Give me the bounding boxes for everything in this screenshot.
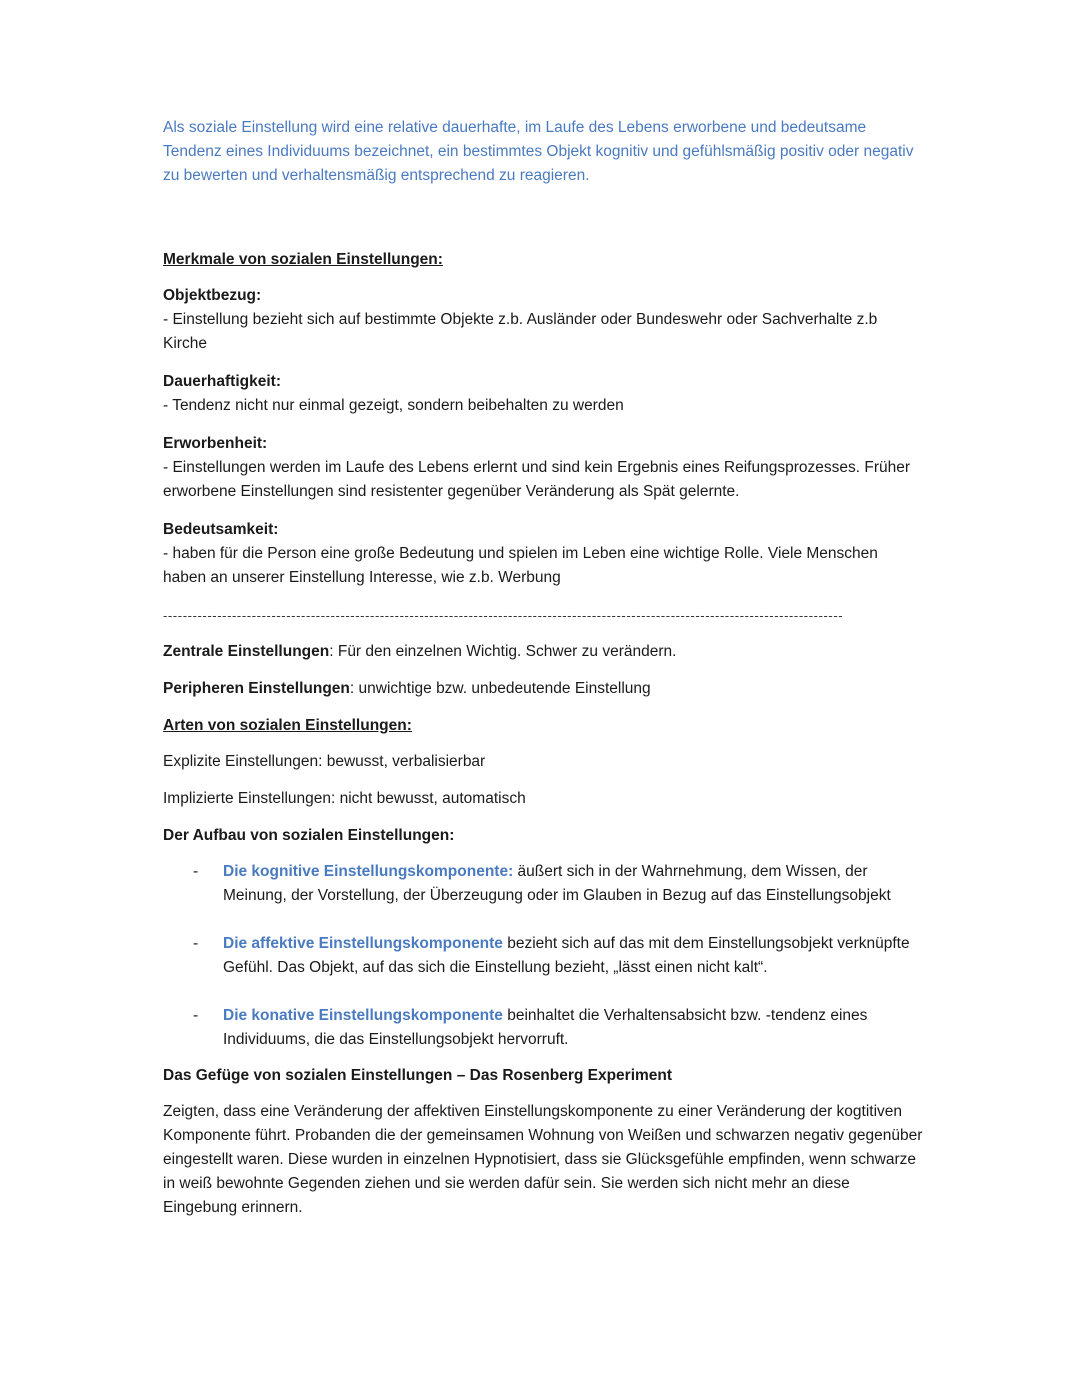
list-item <box>163 860 923 908</box>
merkmale-heading: Merkmale von sozialen Einstellungen: <box>163 251 443 268</box>
list-item <box>163 1004 923 1052</box>
rosenberg-text: Zeigten, dass eine Veränderung der affektiven Einstellungskomponente zu einer Veränderung der kogtitiven Komponente führt. Probanden die der gemeinsamen Wohnung von Weißen und schwarzen negativ gegenüber eingestellt waren. Diese wurden in einzelnen Hypnotisiert, dass sie Glücksgefühle empfinden, wenn schwarze in weiß bewohnte Gegenden ziehen und sie werden dafür sein. Sie werden sich nicht mehr an diese Eingebung erinnern. <box>163 1103 923 1216</box>
peripheren-einstellungen <box>163 677 923 701</box>
document-page <box>163 116 923 1233</box>
komponente-text: äußert sich in der Wahrnehmung, dem Wissen, der Meinung, der Vorstellung, der Überzeugung oder im Glauben in Bezug auf das Einstellungsobjekt <box>223 863 891 904</box>
explizite-einstellungen: Explizite Einstellungen: bewusst, verbalisierbar <box>163 753 486 770</box>
arten-heading: Arten von sozialen Einstellungen: <box>163 717 412 734</box>
merkmal-label: Dauerhaftigkeit: <box>163 373 281 390</box>
merkmal-text: - Einstellung bezieht sich auf bestimmte Objekte z.b. Ausländer oder Bundeswehr oder Sachverhalte z.b Kirche <box>163 311 878 352</box>
merkmal-label: Erworbenheit: <box>163 435 268 452</box>
merkmal-erworbenheit <box>163 432 923 504</box>
merkmal-text: - Einstellungen werden im Laufe des Lebens erlernt und sind kein Ergebnis eines Reifungsprozesses. Früher erworbene Einstellungen sind resistenter gegenüber Veränderung als Spät gelernte. <box>163 459 911 500</box>
peripheren-label: Peripheren Einstellungen <box>163 680 350 697</box>
list-dash: - <box>193 863 199 880</box>
list-dash: - <box>193 1007 199 1024</box>
peripheren-text: : unwichtige bzw. unbedeutende Einstellung <box>349 680 651 697</box>
komponente-term: Die affektive Einstellungskomponente <box>223 935 503 952</box>
list-item <box>163 932 923 980</box>
komponente-term: Die kognitive Einstellungskomponente: <box>223 863 514 880</box>
komponente-text: bezieht sich auf das mit dem Einstellungsobjekt verknüpfte Gefühl. Das Objekt, auf das sich die Einstellung bezieht, „lässt einen nicht kalt“. <box>223 935 910 976</box>
merkmal-text: - Tendenz nicht nur einmal gezeigt, sondern beibehalten zu werden <box>163 397 624 414</box>
implizierte-einstellungen: Implizierte Einstellungen: nicht bewusst, automatisch <box>163 790 526 807</box>
aufbau-heading: Der Aufbau von sozialen Einstellungen: <box>163 827 455 844</box>
komponente-text: beinhaltet die Verhaltensabsicht bzw. -tendenz eines Individuums, die das Einstellungsobjekt hervorruft. <box>223 1007 868 1048</box>
intro-definition: Als soziale Einstellung wird eine relative dauerhafte, im Laufe des Lebens erworbene und bedeutsame Tendenz eines Individuums bezeichnet, ein bestimmtes Objekt kognitiv und gefühlsmäßig positiv oder negativ zu bewerten und verhaltensmäßig entsprechend zu reagieren. <box>163 119 914 184</box>
gefuege-heading: Das Gefüge von sozialen Einstellungen – Das Rosenberg Experiment <box>163 1067 673 1084</box>
merkmal-bedeutsamkeit <box>163 518 923 590</box>
komponente-term: Die konative Einstellungskomponente <box>223 1007 503 1024</box>
komponenten-list <box>163 860 923 1052</box>
merkmal-label: Bedeutsamkeit: <box>163 521 279 538</box>
merkmal-dauerhaftigkeit <box>163 370 923 418</box>
zentrale-text: : Für den einzelnen Wichtig. Schwer zu verändern. <box>329 643 677 660</box>
dashed-divider: ------------------------------------------------------------------------------------------------------------------------------------------ <box>163 608 844 623</box>
zentrale-label: Zentrale Einstellungen <box>163 643 330 660</box>
merkmal-objektbezug <box>163 284 923 356</box>
merkmal-text: - haben für die Person eine große Bedeutung und spielen im Leben eine wichtige Rolle. Viele Menschen haben an unserer Einstellung Interesse, wie z.b. Werbung <box>163 545 878 586</box>
zentrale-einstellungen <box>163 640 923 664</box>
merkmal-label: Objektbezug: <box>163 287 262 304</box>
list-dash: - <box>193 935 199 952</box>
